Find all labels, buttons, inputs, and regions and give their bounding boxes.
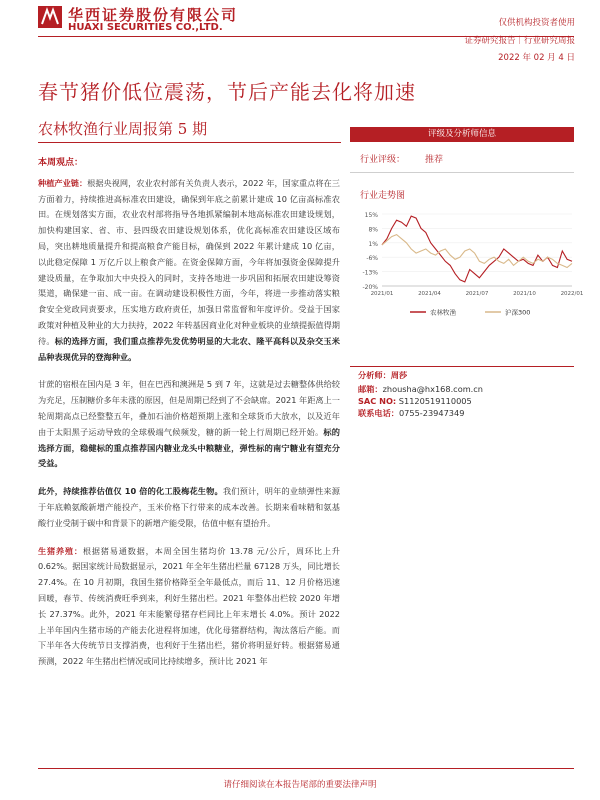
paragraph-text: 根据央视网，农业农村部有关负责人表示，2022 年，国家重点将在三方面着力，持续推进高标准农田建设，确保到年底之前累计建成 10 亿亩高标准农田。在规划落实方面，农业农村部将指导各地抓紧编制本地高标准农田建设规划，加快构建国家、省、市、县四级农田建设规划体系，优化高标准农田建设区域布局，突出耕地质量提升和提高粮食产能目标，确保到 2022 年累计建成 10 亿亩，以此稳定保障 1 万亿斤以上粮食产能。在资金保障方面，今年将加强资金保障提升建设质量，在争取加大中央投入的同时，支持各地进一步巩固和拓展农田建设筹资渠道，确保建一亩、成一亩。在调动建设积极性方面，今年，将进一步推动落实粮食安全党政同责要求，压实地方政府责任，加强日常监督和年度评价。受益于国家政策对种植及种业的大力扶持，2022 年转基因商业化对种业板块的业绩提振值得期待。 bbox=[38, 177, 340, 346]
trend-chart-label: 行业走势图 bbox=[360, 191, 406, 201]
legend-label: 农林牧渔 bbox=[430, 308, 456, 317]
paragraph-text: 甘蔗的宿根在国内是 3 年，但在巴西和澳洲是 5 到 7 年，这就是过去糖整体供给较为充足，压制糖价多年未涨的原因，但是周期已经到了不会缺席。2021 年距离上一轮周期高点已经整整五年，叠加石油价格超预期上涨和全球货币大放水，以及近年由于太阳黑子运动导致的全球极端气候频发，糖的新一轮上行周期已经开始。 bbox=[38, 379, 340, 437]
series-line-agri bbox=[382, 216, 572, 282]
rating-value: 推荐 bbox=[425, 155, 444, 165]
report-subtitle: 农林牧渔行业周报第 5 期 bbox=[38, 120, 208, 138]
paragraph-highlight: 此外，持续推荐估值仅 10 倍的化工股梅花生物。 bbox=[38, 486, 223, 497]
analyst-name: 周莎 bbox=[390, 370, 408, 380]
phone-value: 0755-23947349 bbox=[398, 408, 465, 418]
analyst-row bbox=[358, 370, 407, 381]
paragraph-highlight: 标的选择方面，稳健标的重点推荐国内糖业龙头中粮糖业，弹性标的南宁糖业有望充分受益。 bbox=[38, 426, 340, 469]
sac-row bbox=[358, 396, 472, 406]
sac-key: SAC NO: bbox=[358, 396, 397, 406]
paragraph-highlight: 标的选择方面，我们重点推荐先发优势明显的大北农、隆平高科以及杂交玉米品种表现优异的登海种业。 bbox=[38, 335, 340, 362]
y-tick-label: -20% bbox=[362, 284, 378, 291]
y-tick-label: 1% bbox=[368, 240, 378, 248]
company-name-cn: 华西证券股份有限公司 bbox=[68, 6, 239, 24]
y-tick-label: -6% bbox=[366, 255, 378, 263]
footer-divider bbox=[38, 768, 574, 769]
report-title: 春节猪价低位震荡，节后产能去化将加速 bbox=[38, 80, 416, 104]
report-body bbox=[38, 156, 340, 670]
paragraph-text: 我们预计，明年的业绩弹性来源于年底赖氨酸新增产能投产，玉米价格下行带来的成本改善。长期来看味精和氨基酸行业受制于碳中和背景下的新增产能受限，估值中枢有望抬升。 bbox=[38, 486, 340, 528]
y-tick-label: 8% bbox=[368, 226, 378, 234]
report-type: 证券研究报告｜行业研究周报 bbox=[464, 36, 575, 46]
report-date: 2022 年 02 月 4 日 bbox=[498, 53, 575, 63]
paragraph-text: 根据猪易通数据，本周全国生猪均价 13.78 元/公斤，周环比上升 0.62%。据国家统计局数据显示，2021 年全年生猪出栏量 67128 万头，同比增长 27.4%。在 10 月初期，我国生猪价格降至全年最低点，而后 11、12 月价格迅速回暖，春节、传统消费旺季到来，利好生猪出栏。2021 年整体出栏较 2020 年增长 27.37%。此外，2021 年末能繁母猪存栏同比上年末增长 4.0%。预计 2022 上半年国内生猪市场的产能去化进程将加速，优化母猪群结构，淘汰落后产能。而下半年各大传统节日支撑消费，也利好于生猪出栏，猪价将明显好转。根据猪易通预测，2022 年生猪出栏情况或同比持续增多，预计比 2021 年 bbox=[38, 545, 340, 667]
audience-note: 仅供机构投资者使用 bbox=[498, 18, 575, 28]
sac-value: S1120519110005 bbox=[398, 396, 472, 406]
legend-label: 沪深300 bbox=[505, 308, 531, 317]
x-tick-label: 2021/01 bbox=[370, 291, 394, 297]
email-key: 邮箱： bbox=[358, 384, 383, 394]
x-tick-label: 2021/07 bbox=[465, 291, 489, 297]
analyst-divider bbox=[350, 366, 574, 367]
section-heading: 本周观点： bbox=[38, 158, 84, 168]
company-logo-icon bbox=[38, 6, 62, 28]
industry-trend-chart bbox=[350, 204, 584, 364]
email-row bbox=[358, 384, 483, 395]
paragraph-lead: 生猪养殖： bbox=[38, 545, 83, 556]
paragraph-meihua bbox=[38, 484, 340, 531]
phone-key: 联系电话： bbox=[358, 408, 399, 418]
analyst-key: 分析师： bbox=[358, 370, 391, 380]
paragraph-sugar bbox=[38, 377, 340, 472]
paragraph-planting bbox=[38, 176, 340, 366]
y-tick-label: 15% bbox=[364, 212, 378, 219]
rating-panel-header: 评级及分析师信息 bbox=[350, 127, 574, 142]
y-tick-label: -13% bbox=[362, 269, 378, 277]
email-value[interactable]: zhousha@hx168.com.cn bbox=[382, 384, 483, 394]
paragraph-lead: 种植产业链： bbox=[38, 177, 88, 188]
rating-label: 行业评级： bbox=[360, 155, 406, 165]
x-tick-label: 2021/10 bbox=[513, 291, 536, 297]
x-tick-label: 2022/01 bbox=[560, 291, 584, 297]
paragraph-hog bbox=[38, 544, 340, 670]
subtitle-divider bbox=[38, 142, 341, 143]
phone-row bbox=[358, 408, 464, 419]
series-line-csi300 bbox=[382, 235, 572, 268]
x-tick-label: 2021/04 bbox=[418, 291, 441, 297]
legal-notice: 请仔细阅读在本报告尾部的重要法律声明 bbox=[223, 780, 377, 790]
trend-chart-svg bbox=[350, 204, 584, 364]
rating-divider bbox=[350, 172, 574, 173]
company-name-en: HUAXI SECURITIES CO.,LTD. bbox=[68, 22, 223, 33]
